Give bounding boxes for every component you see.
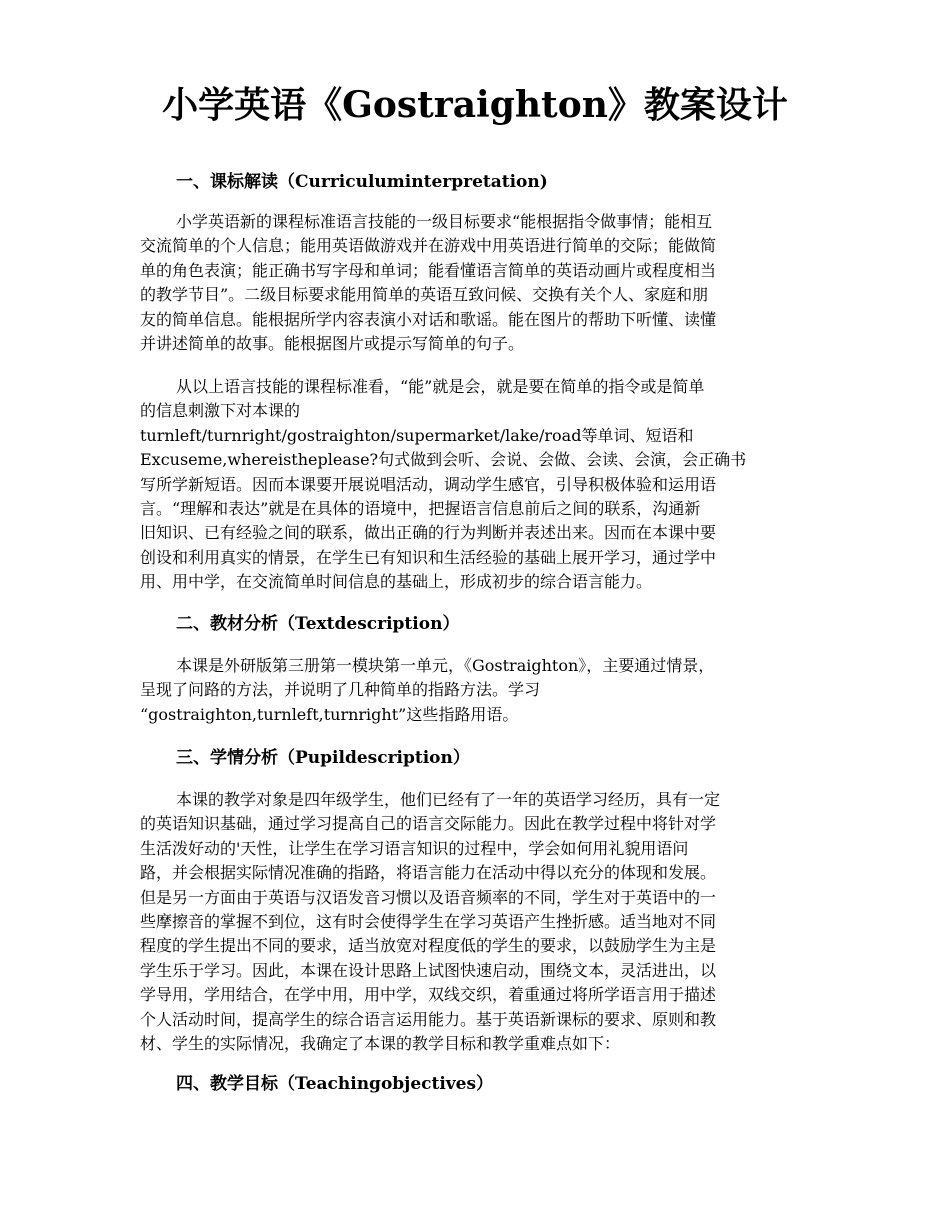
text-line: 程度的学生提出不同的要求，适当放宽对程度低的学生的要求，以鼓励学生为主是: [140, 936, 717, 956]
section-heading-teaching-objectives: 四、教学目标（Teachingobjectives）: [176, 1074, 494, 1094]
text-line: “gostraighton,turnleft,turnright”这些指路用语。: [140, 704, 519, 724]
text-line: 的信息刺激下对本课的: [140, 401, 301, 421]
section-heading-text-description: 二、教材分析（Textdescription）: [176, 614, 460, 634]
text-line: 言。“理解和表达”就是在具体的语境中，把握语言信息前后之间的联系，沟通新: [140, 499, 701, 519]
text-line: 学导用，学用结合，在学中用，用中学，双线交织，着重通过将所学语言用于描述: [140, 985, 717, 1005]
text-line: 从以上语言技能的课程标准看，“能”就是会，就是要在简单的指令或是简单: [176, 377, 705, 396]
text-line: 的教学节目”。二级目标要求能用简单的英语互致问候、交换有关个人、家庭和朋: [140, 285, 709, 305]
paragraph-curriculum-2: [140, 375, 816, 595]
text-line: 本课的教学对象是四年级学生，他们已经有了一年的英语学习经历，具有一定: [176, 790, 721, 809]
text-line: 并讲述简单的故事。能根据图片或提示写简单的句子。: [140, 334, 525, 354]
paragraph-curriculum-1: [140, 210, 816, 356]
text-line: 些摩擦音的掌握不到位，这有时会使得学生在学习英语产生挫折感。适当地对不同: [140, 912, 717, 932]
text-line: 用、用中学，在交流简单时间信息的基础上，形成初步的综合语言能力。: [140, 572, 653, 592]
text-line: 的英语知识基础，通过学习提高自己的语言交际能力。因此在教学过程中将针对学: [140, 814, 717, 834]
text-line: 但是另一方面由于英语与汉语发音习惯以及语音频率的不同，学生对于英语中的一: [140, 887, 717, 907]
text-line: 路，并会根据实际情况准确的指路，将语言能力在活动中得以充分的体现和发展。: [140, 863, 717, 883]
text-line: 材、学生的实际情况，我确定了本课的教学目标和教学重难点如下：: [140, 1034, 621, 1054]
text-line: Excuseme,whereistheplease?句式做到会听、会说、会做、会读、会演，会正确书: [140, 450, 747, 470]
text-line: 旧知识、已有经验之间的联系，做出正确的行为判断并表述出来。因而在本课中要: [140, 523, 717, 543]
text-line: 本课是外研版第三册第一模块第一单元，《Gostraighton》，主要通过情景，: [176, 656, 715, 675]
text-line: 小学英语新的课程标准语言技能的一级目标要求“能根据指令做事情；能相互: [176, 212, 713, 231]
section-heading-curriculum: 一、课标解读（Curriculuminterpretation): [176, 172, 548, 192]
text-line: turnleft/turnright/gostraighton/supermarket/lake/road等单词、短语和: [140, 425, 694, 445]
text-line: 学生乐于学习。因此，本课在设计思路上试图快速启动，围绕文本，灵活进出，以: [140, 960, 717, 980]
text-line: 呈现了问路的方法，并说明了几种简单的指路方法。学习: [140, 680, 541, 700]
text-line: 个人活动时间，提高学生的综合语言运用能力。基于英语新课标的要求、原则和教: [140, 1009, 717, 1029]
text-line: 友的简单信息。能根据所学内容表演小对话和歌谣。能在图片的帮助下听懂、读懂: [140, 309, 717, 329]
paragraph-pupil-description: [140, 788, 816, 1056]
text-line: 创设和利用真实的情景，在学生已有知识和生活经验的基础上展开学习，通过学中: [140, 547, 717, 567]
text-line: 生活泼好动的'天性，让学生在学习语言知识的过程中，学会如何用礼貌用语问: [140, 838, 689, 858]
paragraph-text-description: [140, 654, 816, 727]
document-title: 小学英语《Gostraighton》教案设计: [162, 84, 788, 126]
text-line: 交流简单的个人信息；能用英语做游戏并在游戏中用英语进行简单的交际；能做简: [140, 236, 717, 256]
section-heading-pupil-description: 三、学情分析（Pupildescription）: [176, 748, 470, 768]
text-line: 单的角色表演；能正确书写字母和单词；能看懂语言简单的英语动画片或程度相当: [140, 260, 717, 280]
text-line: 写所学新短语。因而本课要开展说唱活动，调动学生感官，引导积极体验和运用语: [140, 474, 717, 494]
